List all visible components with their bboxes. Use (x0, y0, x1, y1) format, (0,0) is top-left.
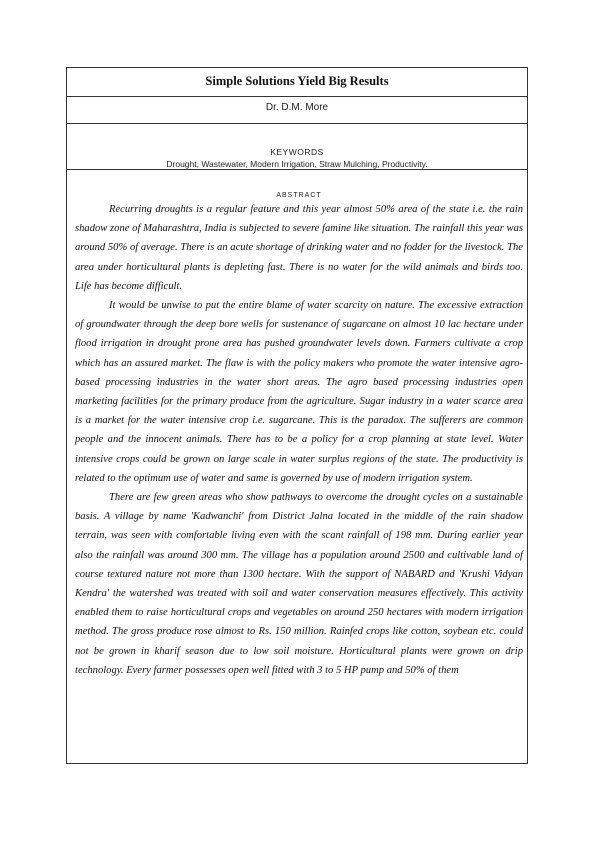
author-row (67, 97, 527, 124)
abstract-section (67, 170, 527, 680)
paper-frame (66, 67, 528, 764)
abstract-paragraph: Recurring droughts is a regular feature and this year almost 50% area of the state i.e. the rain shadow zone of Maharashtra, India is subjected to severe famine like situation. The rainfall this year was around 50% of average. There is an acute shortage of drinking water and no fodder for the livestock. The area under horticultural plants is depleting fast. There is no water for the wild animals and birds too. Life has become difficult. (75, 204, 523, 292)
keywords-row (67, 124, 527, 170)
keywords-text: Drought, Wastewater, Modern Irrigation, Straw Mulching, Productivity. (166, 159, 428, 169)
title-row (67, 68, 527, 97)
keywords-label: KEYWORDS (270, 147, 324, 157)
paper-title: Simple Solutions Yield Big Results (205, 74, 389, 88)
author-name: Dr. D.M. More (265, 102, 329, 113)
abstract-paragraph: It would be unwise to put the entire blame of water scarcity on nature. The excessive extraction of groundwater through the deep bore wells for sustenance of sugarcane on almost 10 lac hectare under flood irrigation in drought prone area has pushed groundwater levels down. Farmers cultivate a crop which has an assured market. The flaw is with the policy makers who promote the water intensive agro-based processing industries in the water short areas. The agro based processing industries open marketing facilities for the primary produce from the agriculture. Sugar industry in a water scarce area is a market for the water intensive crop i.e. sugarcane. This is the paradox. The sufferers are common people and the innocent animals. There has to be a policy for a crop planning at state level. Water intensive crops could be grown on large scale in water surplus regions of the state. The productivity is related to the optimum use of water and same is governed by use of modern irrigation system. (75, 300, 523, 484)
abstract-label: ABSTRACT (276, 192, 322, 199)
abstract-paragraph: There are few green areas who show pathways to overcome the drought cycles on a sustainable basis. A village by name 'Kadwanchi' from District Jalna located in the middle of the rain shadow terrain, was seen with comfortable living even with the scant rainfall of 198 mm. During earlier year also the rainfall was around 300 mm. The village has a population around 2500 and cultivable land of course textured nature not more than 1300 hectare. With the support of NABARD and 'Krushi Vidyan Kendra' the watershed was treated with soil and water conservation measures effectively. This activity enabled them to raise horticultural crops and vegetables on around 250 hectares with modern irrigation method. The gross produce rose almost to Rs. 150 million. Rainfed crops like cotton, soybean etc. could not be grown in kharif season due to low soil moisture. Horticultural plants were grown on drip technology. Every farmer possesses open well fitted with 3 to 5 HP pump and 50% of them (75, 492, 523, 676)
